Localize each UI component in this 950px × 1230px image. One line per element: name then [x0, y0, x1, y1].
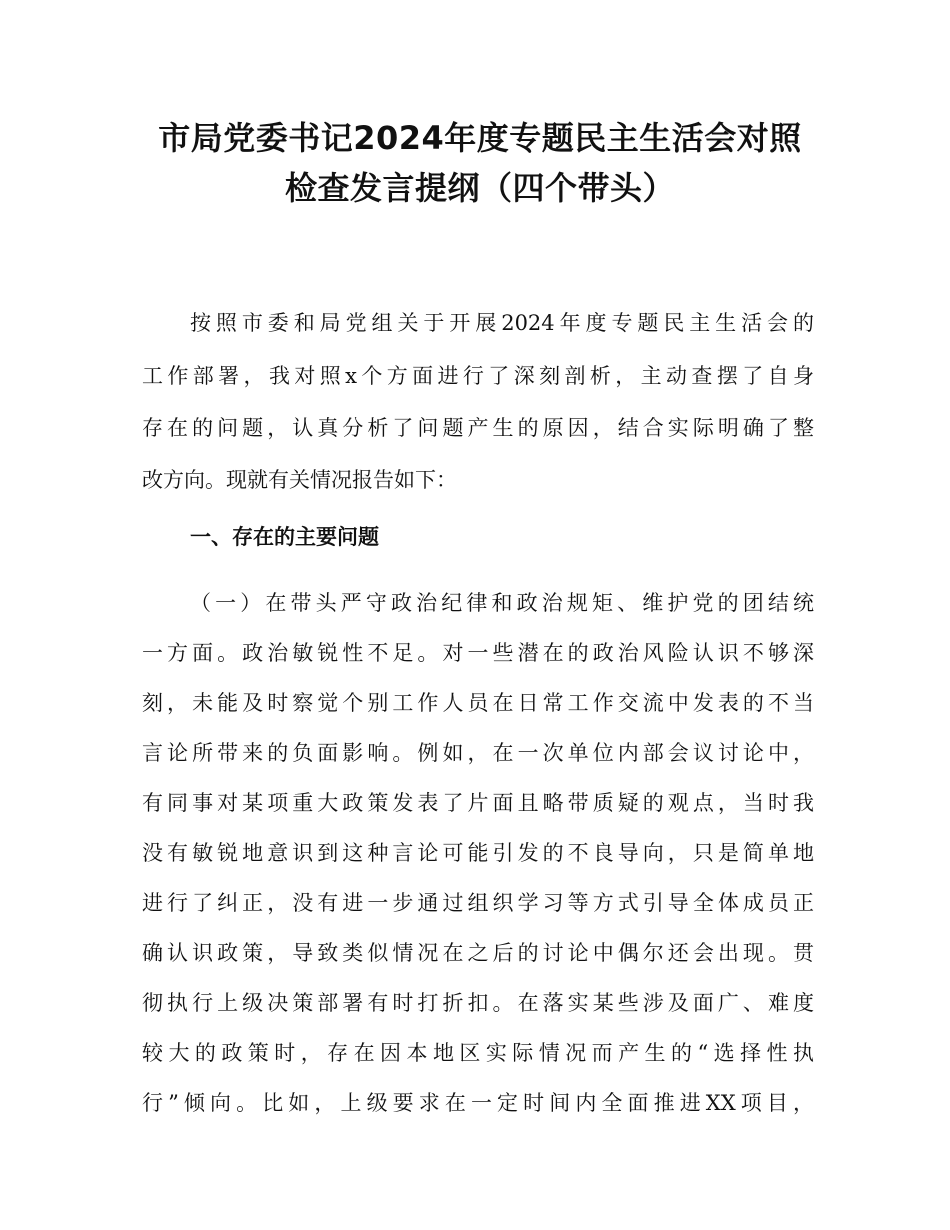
intro-line-3: 存在的问题，认真分析了问题产生的原因，结合实际明确了整 — [142, 416, 814, 440]
para1-line-6: 没有敏锐地意识到这种言论可能引发的不良导向，只是简单地 — [142, 841, 814, 865]
para1-line-5: 有同事对某项重大政策发表了片面且略带质疑的观点，当时我 — [142, 791, 814, 815]
para1-line-1: （一）在带头严守政治纪律和政治规矩、维护党的团结统 — [190, 591, 814, 615]
document-title-line-2: 检查发言提纲（四个带头） — [284, 169, 675, 207]
para1-line-4: 言论所带来的负面影响。例如，在一次单位内部会议讨论中， — [142, 741, 814, 765]
para1-line-8: 确认识政策，导致类似情况在之后的讨论中偶尔还会出现。贯 — [142, 941, 814, 965]
intro-line-2: 工作部署，我对照x个方面进行了深刻剖析，主动查摆了自身 — [142, 364, 814, 388]
para1-line-3: 刻，未能及时察觉个别工作人员在日常工作交流中发表的不当 — [142, 691, 814, 715]
document-title-line-1: 市局党委书记2024年度专题民主生活会对照 — [158, 119, 802, 157]
para1-line-9: 彻执行上级决策部署有时打折扣。在落实某些涉及面广、难度 — [142, 991, 814, 1015]
para1-line-7: 进行了纠正，没有进一步通过组织学习等方式引导全体成员正 — [142, 891, 814, 915]
para1-line-2: 一方面。政治敏锐性不足。对一些潜在的政治风险认识不够深 — [142, 641, 814, 665]
para1-line-11: 行”倾向。比如，上级要求在一定时间内全面推进XX项目， — [142, 1091, 814, 1115]
section-heading-problems: 一、存在的主要问题 — [190, 525, 379, 549]
intro-line-1: 按照市委和局党组关于开展2024年度专题民主生活会的 — [190, 311, 814, 335]
para1-line-10: 较大的政策时，存在因本地区实际情况而产生的“选择性执 — [142, 1041, 814, 1065]
intro-line-4: 改方向。现就有关情况报告如下： — [142, 468, 457, 492]
